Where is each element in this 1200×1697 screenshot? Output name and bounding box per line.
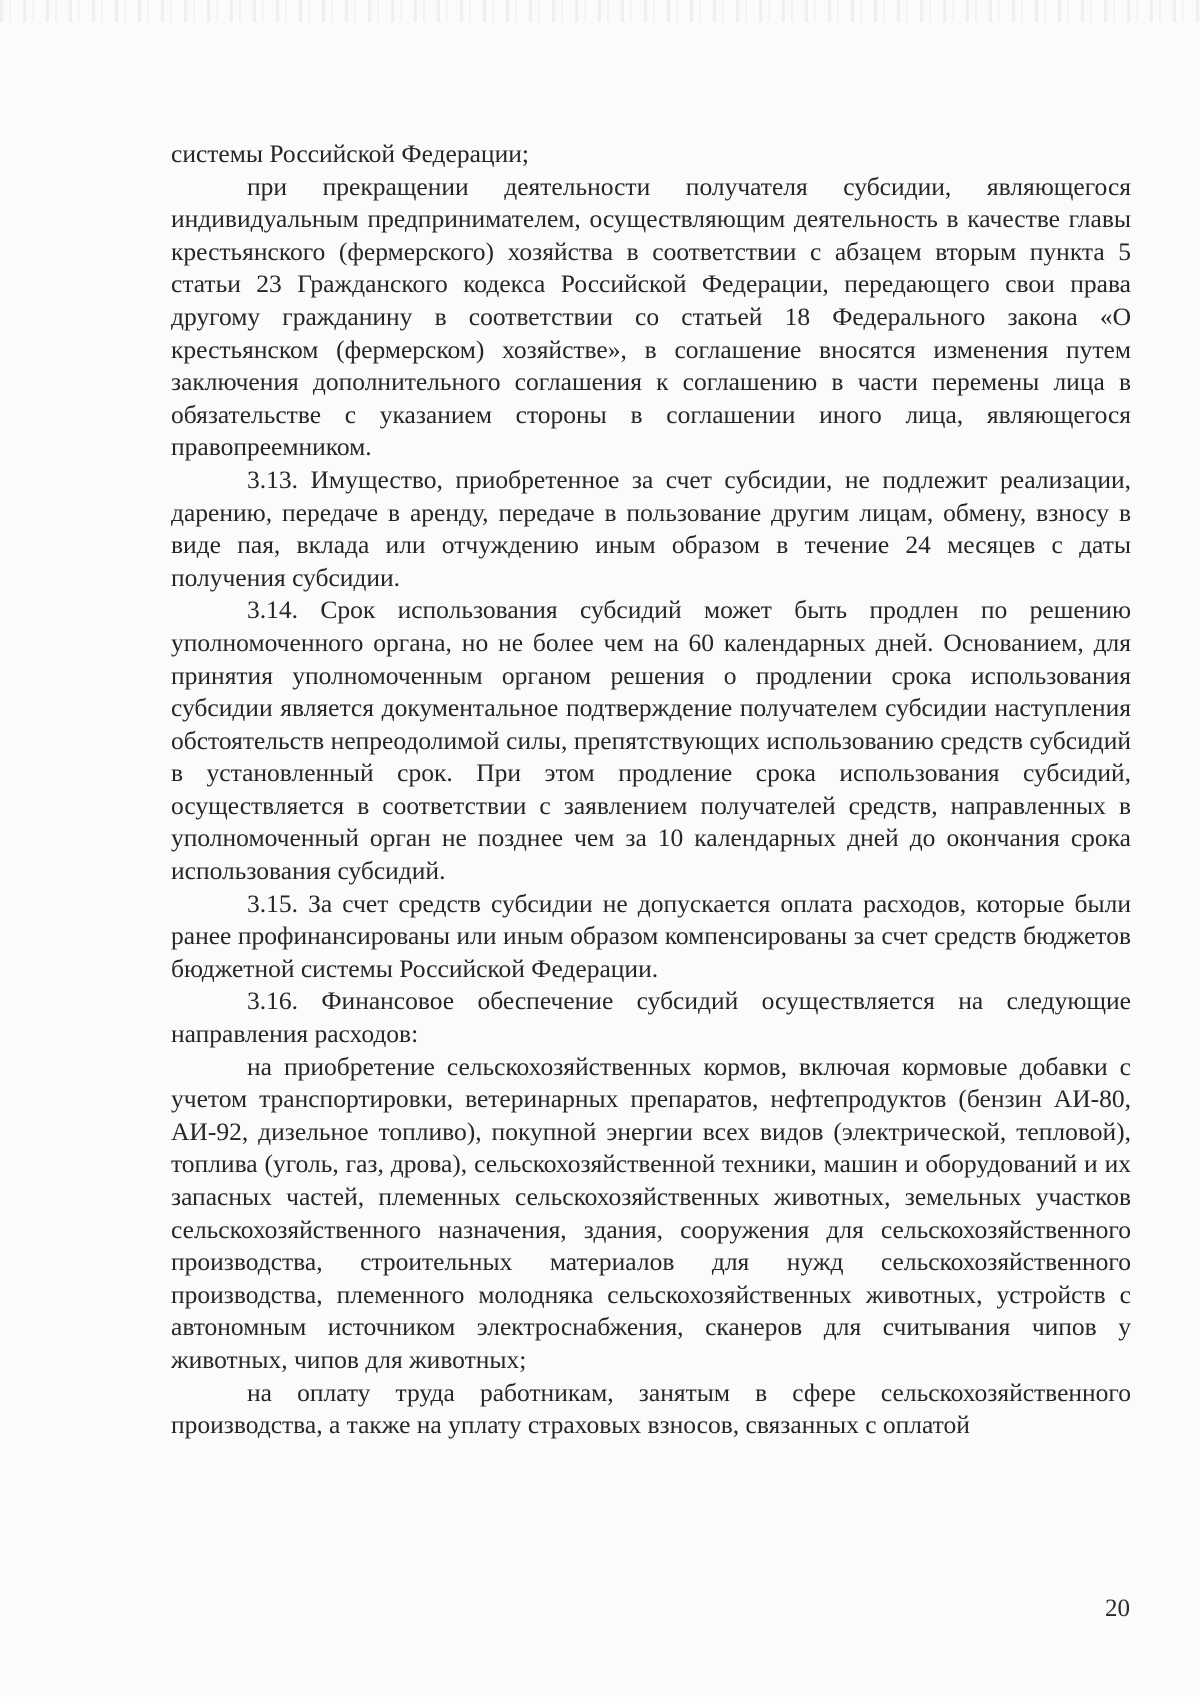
- paragraph-3-16: 3.16. Финансовое обеспечение субсидий осуществляется на следующие направления расходов:: [171, 986, 1131, 1049]
- paragraph-3-14: 3.14. Срок использования субсидий может быть продлен по решению уполномоченного органа, но не более чем на 60 календарных дней. Основанием, для принятия уполномоченным органом решения о продлении срока использования субсидии является документальное подтверждение получателем субсидии наступления обстоятельств непреодолимой силы, препятствующих использованию средств субсидий в установленный срок. При этом продление срока использования субсидий, осуществляется в соответствии с заявлением получателей средств, направленных в уполномоченный орган не позднее чем за 10 календарных дней до окончания срока использования субсидий.: [171, 595, 1131, 886]
- page-number: 20: [1105, 1595, 1130, 1622]
- document-body: [171, 138, 1131, 1442]
- paragraph-3-13: 3.13. Имущество, приобретенное за счет субсидии, не подлежит реализации, дарению, передаче в аренду, передаче в пользование другим лицам, обмену, взносу в виде пая, вклада или отчуждению иным образом в течение 24 месяцев с даты получения субсидии.: [171, 464, 1131, 592]
- paragraph-expenses-acquisition: на приобретение сельскохозяйственных кормов, включая кормовые добавки с учетом транспортировки, ветеринарных препаратов, нефтепродуктов (бензин АИ-80, АИ-92, дизельное топливо), покупной энергии всех видов (электрической, тепловой), топлива (уголь, газ, дрова), сельскохозяйственной техники, машин и оборудований и их запасных частей, племенных сельскохозяйственных животных, земельных участков сельскохозяйственного назначения, здания, сооружения для сельскохозяйственного производства, строительных материалов для нужд сельскохозяйственного производства, племенного молодняка сельскохозяйственных животных, устройств с автономным источником электроснабжения, сканеров для считывания чипов у животных, чипов для животных;: [171, 1051, 1131, 1374]
- paragraph-continuation: системы Российской Федерации;: [171, 139, 529, 168]
- paragraph-expenses-labor: на оплату труда работникам, занятым в сфере сельскохозяйственного производства, а также на уплату страховых взносов, связанных с оплатой: [171, 1377, 1131, 1440]
- paragraph-succession: при прекращении деятельности получателя субсидии, являющегося индивидуальным предпринимателем, осуществляющим деятельность в качестве главы крестьянского (фермерского) хозяйства в соответствии с абзацем вторым пункта 5 статьи 23 Гражданского кодекса Российской Федерации, передающего свои права другому гражданину в соответствии со статьей 18 Федерального закона «О крестьянском (фермерском) хозяйстве», в соглашение вносятся изменения путем заключения дополнительного соглашения к соглашению в части перемены лица в обязательстве с указанием стороны в соглашении иного лица, являющегося правопреемником.: [171, 171, 1131, 462]
- paragraph-3-15: 3.15. За счет средств субсидии не допускается оплата расходов, которые были ранее профинансированы или иным образом компенсированы за счет средств бюджетов бюджетной системы Российской Федерации.: [171, 888, 1131, 983]
- scan-artifact-strip: [0, 0, 1200, 22]
